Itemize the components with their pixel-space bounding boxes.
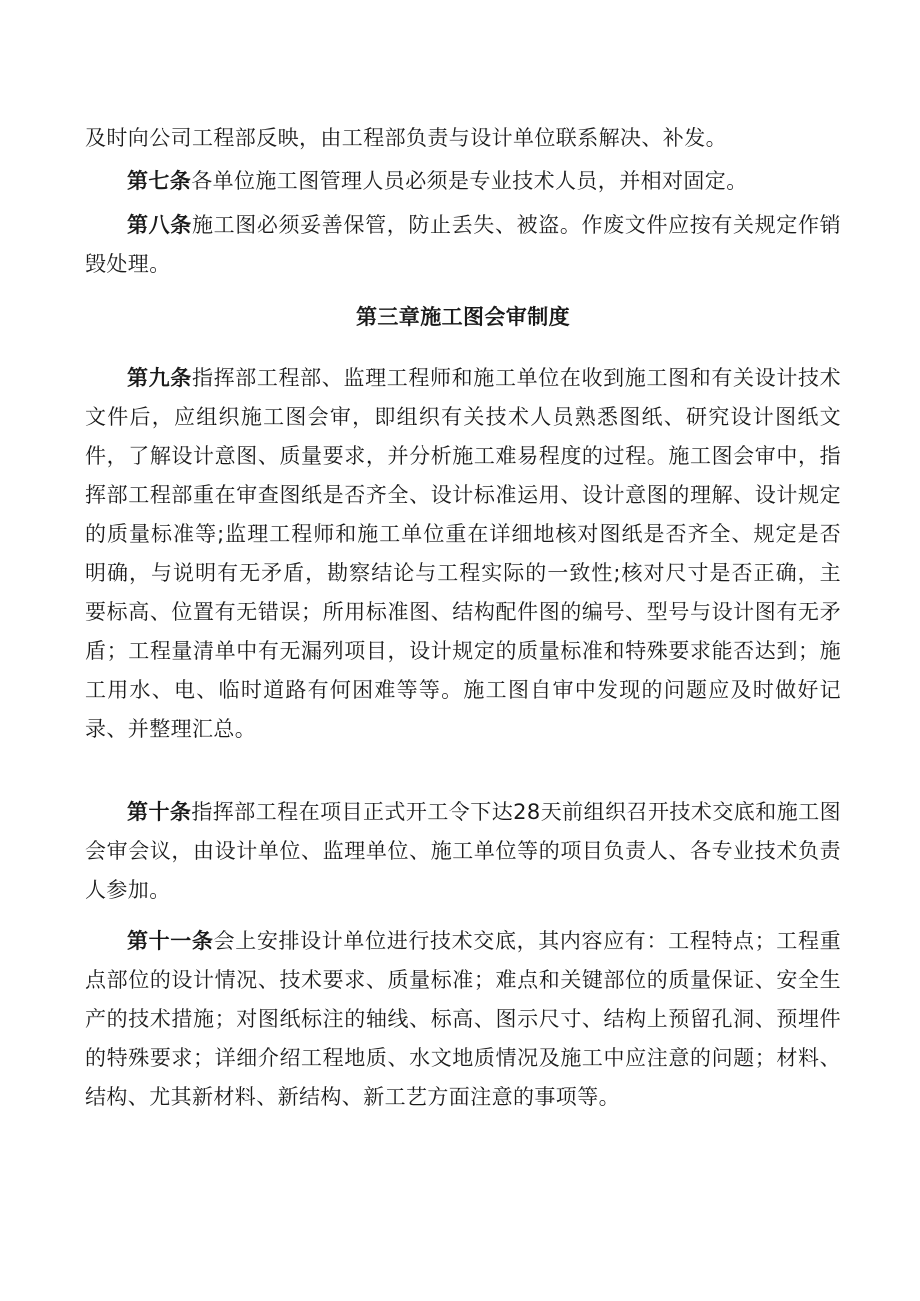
article-8-text: 施工图必须妥善保管，防止丢失、被盗。作废文件应按有关规定作销毁处理。 [85,213,842,276]
article-7-text: 各单位施工图管理人员必须是专业技术人员，并相对固定。 [191,169,748,193]
article-7-label: 第七条 [127,169,192,193]
article-9-text: 指挥部工程部、监理工程师和施工单位在收到施工图和有关设计技术文件后，应组织施工图会审，即组织有关技术人员熟悉图纸、研究设计图纸文件，了解设计意图、质量要求，并分析施工难易程度的过程。施工图会审中，指挥部工程部重在审查图纸是否齐全、设计标准运用、设计意图的理解、设计规定的质量标准等;监理工程师和施工单位重在详细地核对图纸是否齐全、规定是否明确，与说明有无矛盾，勘察结论与工程实际的一致性;核对尺寸是否正确，主要标高、位置有无错误；所用标准图、结构配件图的编号、型号与设计图有无矛盾；工程量清单中有无漏列项目，设计规定的质量标准和特殊要求能否达到；施工用水、电、临时道路有何困难等等。施工图自审中发现的问题应及时做好记录、并整理汇总。 [85,366,842,741]
article-7-paragraph [85,162,841,201]
continuation-paragraph [85,119,841,158]
article-11-paragraph [85,922,841,1117]
article-8-paragraph [85,206,841,284]
article-10-label: 第十条 [127,800,192,824]
chapter-title: 第三章施工图会审制度 [356,305,570,329]
article-8-label: 第八条 [127,213,192,237]
continuation-text: 及时向公司工程部反映，由工程部负责与设计单位联系解决、补发。 [85,126,727,150]
article-9-label: 第九条 [127,366,192,390]
article-11-label: 第十一条 [127,929,214,953]
article-10-text: 指挥部工程在项目正式开工令下达28天前组织召开技术交底和施工图会审会议，由设计单位、监理单位、施工单位等的项目负责人、各专业技术负责人参加。 [85,800,841,902]
article-11-text: 会上安排设计单位进行技术交底，其内容应有：工程特点；工程重点部位的设计情况、技术要求、质量标准；难点和关键部位的质量保证、安全生产的技术措施；对图纸标注的轴线、标高、图示尺寸、结构上预留孔洞、预埋件的特殊要求；详细介绍工程地质、水文地质情况及施工中应注意的问题；材料、结构、尤其新材料、新结构、新工艺方面注意的事项等。 [85,929,841,1109]
article-10-paragraph [85,793,841,910]
article-9-paragraph [85,359,841,749]
